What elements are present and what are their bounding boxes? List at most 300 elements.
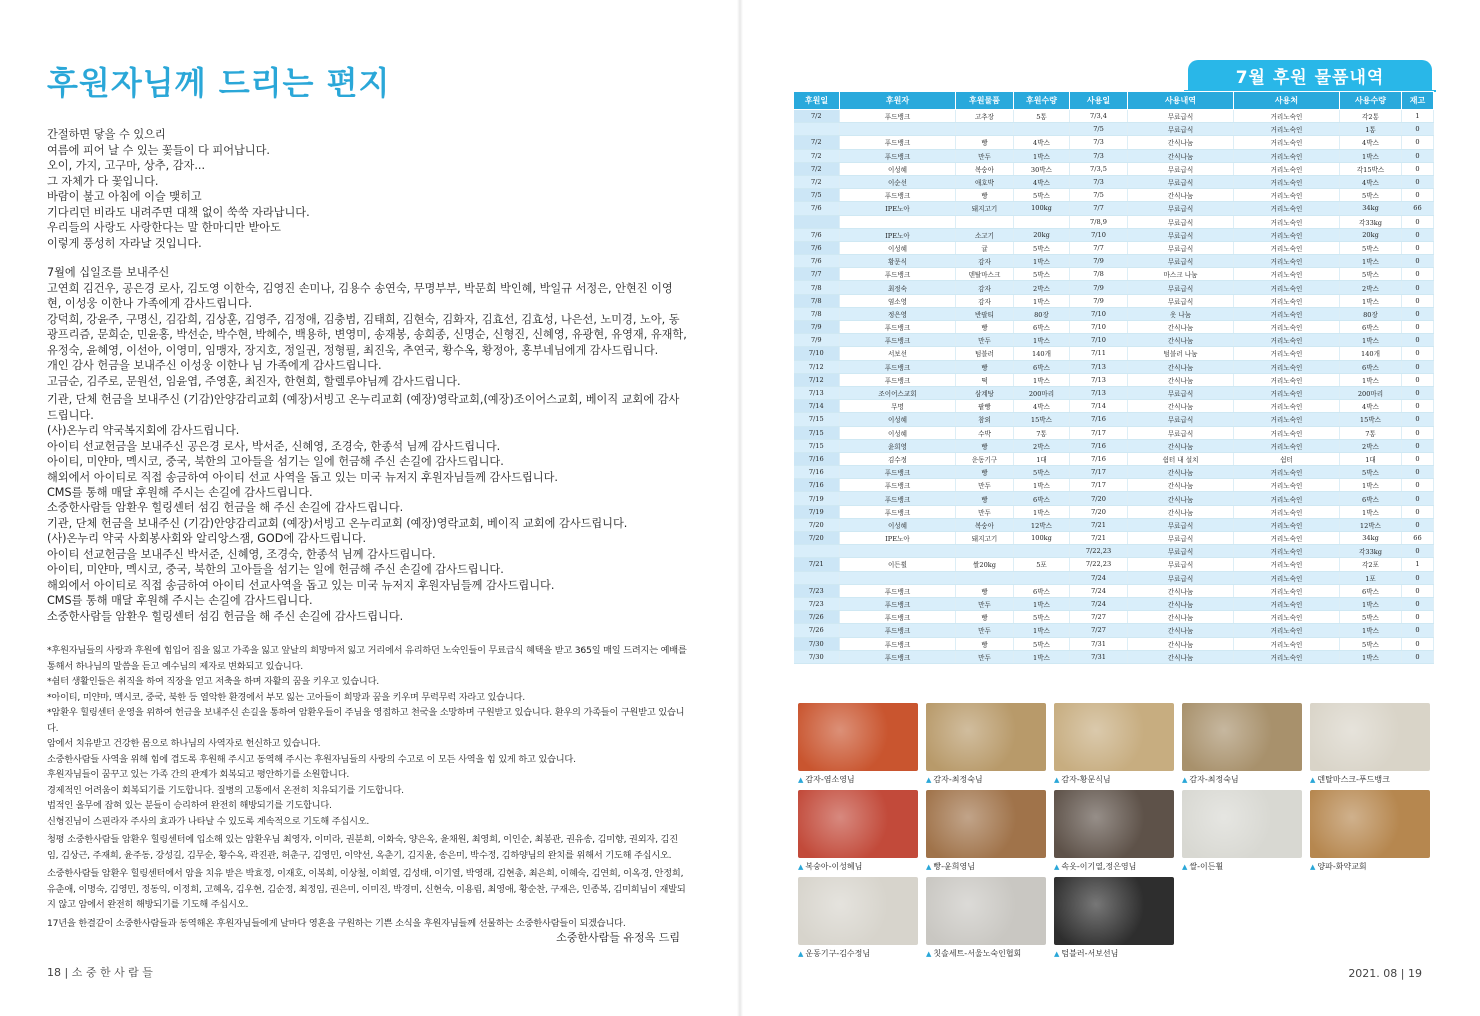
donation-photo	[1310, 790, 1430, 872]
table-cell: 각2통	[1340, 110, 1402, 123]
table-cell: 각2포	[1340, 558, 1402, 571]
table-cell: 20kg	[1014, 228, 1070, 241]
thanks-line: 해외에서 아이티로 직접 송금하여 아이티 선교사역을 돕고 있는 미국 뉴저지 후원자님들께 감사드립니다.	[47, 578, 555, 592]
table-cell: 7/2	[794, 162, 840, 175]
table-row	[794, 624, 1434, 637]
table-cell: 7/19	[794, 505, 840, 518]
table-cell	[794, 123, 840, 136]
note-line: 암에서 치유받고 건강한 몸으로 하나님의 사역자로 헌신하고 있습니다.	[47, 738, 321, 749]
table-cell: 30박스	[1014, 162, 1070, 175]
table-cell: 무료급식	[1128, 413, 1234, 426]
table-cell: 서보선	[840, 347, 956, 360]
table-cell: 7/26	[794, 624, 840, 637]
table-cell: 0	[1402, 241, 1434, 254]
table-cell: 빵	[956, 611, 1014, 624]
photo-image	[1054, 877, 1174, 945]
table-cell: 삼계탕	[956, 386, 1014, 399]
table-cell: 푸드뱅크	[840, 373, 956, 386]
table-cell: 0	[1402, 466, 1434, 479]
table-cell: 거리노숙인	[1234, 175, 1340, 188]
table-cell: 7/3,5	[1070, 162, 1128, 175]
table-cell: 만두	[956, 597, 1014, 610]
table-cell: 7/21	[1070, 532, 1128, 545]
table-cell: 2박스	[1340, 281, 1402, 294]
table-cell: 쉼터	[1234, 452, 1340, 465]
table-cell: 감자	[956, 281, 1014, 294]
table-cell: 염소영	[840, 294, 956, 307]
table-cell: 무료급식	[1128, 545, 1234, 558]
table-cell: 7/20	[794, 518, 840, 531]
table-cell: 66	[1402, 202, 1434, 215]
table-cell: 각33kg	[1340, 215, 1402, 228]
column-header: 사용처	[1234, 92, 1340, 110]
table-cell: 푸드뱅크	[840, 466, 956, 479]
table-cell: 푸드뱅크	[840, 584, 956, 597]
table-cell: 간식나눔	[1128, 505, 1234, 518]
thanks-line: CMS를 통해 매달 후원해 주시는 손길에 감사드립니다.	[47, 486, 313, 499]
table-cell: 7/13	[794, 386, 840, 399]
table-cell: 5박스	[1340, 637, 1402, 650]
photo-image	[798, 790, 918, 858]
poem-line: 이렇게 풍성히 자라날 것입니다.	[47, 236, 202, 250]
table-cell: 복숭아	[956, 162, 1014, 175]
table-cell: 0	[1402, 189, 1434, 202]
table-cell: 7/16	[1070, 413, 1128, 426]
photo-caption	[926, 948, 1046, 959]
table-cell: 7/31	[1070, 650, 1128, 663]
table-cell: 7/10	[1070, 228, 1128, 241]
table-cell: 7/26	[794, 611, 840, 624]
table-cell: 80장	[1014, 307, 1070, 320]
table-cell: 7/6	[794, 202, 840, 215]
table-cell: 간식나눔	[1128, 637, 1234, 650]
table-cell: 거리노숙인	[1234, 334, 1340, 347]
table-cell: 200마리	[1014, 386, 1070, 399]
table-cell: 간식나눔	[1128, 650, 1234, 663]
table-cell: 거리노숙인	[1234, 347, 1340, 360]
table-cell: 황문식	[840, 255, 956, 268]
table-cell: 텀블러 나눔	[1128, 347, 1234, 360]
caption-text: 덴탈마스크-푸드뱅크	[1317, 775, 1390, 784]
table-cell: 1박스	[1014, 149, 1070, 162]
table-cell: 7/3,4	[1070, 110, 1128, 123]
table-cell: 0	[1402, 584, 1434, 597]
table-cell: 거리노숙인	[1234, 386, 1340, 399]
table-cell: 무료급식	[1128, 175, 1234, 188]
table-cell: 4박스	[1014, 136, 1070, 149]
table-cell: 0	[1402, 149, 1434, 162]
caption-text: 빵-윤희영님	[933, 862, 975, 871]
table-cell: 애호박	[956, 175, 1014, 188]
table-cell: 1박스	[1014, 334, 1070, 347]
table-cell: 무료급식	[1128, 281, 1234, 294]
table-cell: 간식나눔	[1128, 597, 1234, 610]
table-cell: 무명	[840, 400, 956, 413]
table-cell: 옷 나눔	[1128, 307, 1234, 320]
photo-image	[1054, 790, 1174, 858]
table-row	[794, 110, 1434, 123]
poem-line: 간절하면 닿을 수 있으리	[47, 128, 166, 141]
table-cell: 200마리	[1340, 386, 1402, 399]
table-cell: 거리노숙인	[1234, 597, 1340, 610]
table-cell: 푸드뱅크	[840, 149, 956, 162]
triangle-icon: ▲	[1182, 863, 1188, 871]
table-row	[794, 597, 1434, 610]
table-cell: 0	[1402, 334, 1434, 347]
table-cell: 거리노숙인	[1234, 637, 1340, 650]
table-cell: 간식나눔	[1128, 584, 1234, 597]
thanks-section	[47, 265, 687, 389]
table-cell: 7/3	[1070, 175, 1128, 188]
caption-text: 속옷-이기열,정은영님	[1061, 862, 1137, 871]
photo-image	[1182, 703, 1302, 771]
note-line: 신형진님이 스핀라자 주사의 효과가 나타날 수 있도록 계속적으로 기도해 주십시오.	[47, 815, 370, 827]
table-row	[794, 466, 1434, 479]
table-cell: 1박스	[1014, 597, 1070, 610]
table-cell: 7/2	[794, 175, 840, 188]
table-cell: 5박스	[1014, 466, 1070, 479]
table-cell: 7/17	[1070, 466, 1128, 479]
table-cell: 7/2	[794, 149, 840, 162]
table-cell: 7/9	[1070, 294, 1128, 307]
table-cell: 7/5	[1070, 123, 1128, 136]
table-cell: 0	[1402, 294, 1434, 307]
table-cell: 빵	[956, 466, 1014, 479]
table-cell: 푸드뱅크	[840, 110, 956, 123]
table-cell: 거리노숙인	[1234, 584, 1340, 597]
table-cell: 무료급식	[1128, 255, 1234, 268]
page-title: 후원자님께 드리는 편지	[47, 64, 391, 102]
table-cell: 간식나눔	[1128, 373, 1234, 386]
table-cell: 0	[1402, 386, 1434, 399]
table-cell: 거리노숙인	[1234, 571, 1340, 584]
table-cell: 거리노숙인	[1234, 307, 1340, 320]
table-cell: 7/24	[1070, 571, 1128, 584]
caption-text: 양파-화약교회	[1317, 862, 1367, 871]
table-cell: 1대	[1340, 452, 1402, 465]
table-cell: 1박스	[1340, 255, 1402, 268]
table-cell: 5박스	[1340, 189, 1402, 202]
table-cell: 7/13	[1070, 386, 1128, 399]
table-cell: 0	[1402, 360, 1434, 373]
table-cell: 거리노숙인	[1234, 413, 1340, 426]
table-cell: 12박스	[1014, 518, 1070, 531]
table-cell: 거리노숙인	[1234, 518, 1340, 531]
thanks-line: 고금순, 김주로, 문원선, 임윤엽, 주영훈, 최진자, 한현희, 할렐루야님께 감사드립니다.	[47, 374, 461, 388]
table-cell: 거리노숙인	[1234, 360, 1340, 373]
table-cell: 김수정	[840, 452, 956, 465]
signature: 소중한사람들 유정옥 드림	[556, 931, 680, 944]
donation-photo	[798, 790, 918, 872]
note-line: *암환우 힐링센터 운영을 위하여 헌금을 보내주신 손길을 통하여 암환우들이 주님을 영접하고 천국을 소망하며 구원받고 있습니다. 환우의 가족들이 구원받고 있습니다.	[47, 707, 685, 734]
table-cell: 0	[1402, 413, 1434, 426]
table-cell: 만두	[956, 505, 1014, 518]
table-cell: 무료급식	[1128, 215, 1234, 228]
table-row	[794, 123, 1434, 136]
photo-caption	[1054, 774, 1174, 785]
table-cell: 2박스	[1014, 439, 1070, 452]
table-cell: 7/5	[794, 189, 840, 202]
table-cell	[840, 123, 956, 136]
table-cell: 무료급식	[1128, 558, 1234, 571]
table-cell: 4박스	[1340, 400, 1402, 413]
table-cell: 0	[1402, 281, 1434, 294]
table-cell: 7/10	[1070, 307, 1128, 320]
table-cell: 7/5	[1070, 189, 1128, 202]
donation-photo	[798, 703, 918, 785]
table-cell: 간식나눔	[1128, 624, 1234, 637]
photo-image	[1182, 790, 1302, 858]
table-cell: 1	[1402, 558, 1434, 571]
table-cell: 0	[1402, 136, 1434, 149]
table-row	[794, 545, 1434, 558]
triangle-icon: ▲	[1182, 776, 1188, 784]
table-cell: 푸드뱅크	[840, 189, 956, 202]
table-cell: IPE노아	[840, 532, 956, 545]
table-row	[794, 426, 1434, 439]
table-cell: 1박스	[1014, 505, 1070, 518]
thanks-line: 고연희 김건우, 공은경 로사, 김도영 이한숙, 김영진 손미나, 김용수 송연숙, 무명부부, 박문희 박인혜, 박일규 서정은, 안현진 이영현, 이성웅 이한나 가족에게 감사드립니다.	[47, 281, 673, 310]
table-cell: 무료급식	[1128, 123, 1234, 136]
triangle-icon: ▲	[926, 863, 932, 871]
table-cell: 7/10	[1070, 321, 1128, 334]
table-cell: 거리노숙인	[1234, 532, 1340, 545]
photo-caption	[798, 948, 918, 959]
table-cell: 빵	[956, 321, 1014, 334]
table-cell: 푸드뱅크	[840, 505, 956, 518]
table-cell: 6박스	[1340, 584, 1402, 597]
table-row	[794, 294, 1434, 307]
table-cell: 푸드뱅크	[840, 360, 956, 373]
table-cell: 마스크 나눔	[1128, 268, 1234, 281]
table-cell: 0	[1402, 505, 1434, 518]
table-cell: 7/6	[794, 241, 840, 254]
table-cell: 7/20	[794, 532, 840, 545]
table-cell: 7/15	[794, 439, 840, 452]
table-cell: 무료급식	[1128, 571, 1234, 584]
photo-caption	[1310, 861, 1430, 872]
table-cell: 1통	[1340, 123, 1402, 136]
table-cell: 빵	[956, 189, 1014, 202]
table-cell: 7/11	[1070, 347, 1128, 360]
column-header: 후원일	[794, 92, 840, 110]
photo-image	[926, 703, 1046, 771]
table-cell: 4박스	[1014, 175, 1070, 188]
note-line: *쉼터 생활인들은 취직을 하여 직장을 얻고 저축을 하며 자활의 꿈을 키우고 있습니다.	[47, 676, 379, 687]
table-row	[794, 571, 1434, 584]
thanks-line: (사)온누리 약국 사회봉사회와 알리앙스잼, GOD에 감사드립니다.	[47, 532, 367, 545]
table-cell: 7/23	[794, 597, 840, 610]
caption-text: 텀블러-서보선님	[1061, 949, 1119, 958]
table-cell: 0	[1402, 400, 1434, 413]
donation-photo	[1182, 790, 1302, 872]
table-row	[794, 492, 1434, 505]
table-cell	[794, 215, 840, 228]
donation-photo	[926, 877, 1046, 959]
table-cell: 거리노숙인	[1234, 189, 1340, 202]
thanks-line: 아이티, 미얀마, 멕시코, 중국, 북한의 고아들을 섬기는 일에 헌금해 주신 손길에 감사드립니다.	[47, 563, 504, 576]
table-cell: 1박스	[1014, 624, 1070, 637]
table-cell: 5포	[1014, 558, 1070, 571]
table-cell: 7/30	[794, 650, 840, 663]
table-cell: 거리노숙인	[1234, 624, 1340, 637]
table-cell: 0	[1402, 123, 1434, 136]
donation-photo	[926, 790, 1046, 872]
table-cell: 6박스	[1014, 360, 1070, 373]
table-row	[794, 400, 1434, 413]
table-cell: 7/12	[794, 360, 840, 373]
table-cell: 4박스	[1340, 175, 1402, 188]
column-header: 사용내역	[1128, 92, 1234, 110]
table-cell: 떡	[956, 373, 1014, 386]
table-cell: 1박스	[1014, 479, 1070, 492]
table-cell: 거리노숙인	[1234, 294, 1340, 307]
caption-text: 감자-최정숙님	[1189, 775, 1239, 784]
table-cell: 7/14	[1070, 400, 1128, 413]
table-cell: IPE노아	[840, 228, 956, 241]
table-cell: 0	[1402, 479, 1434, 492]
table-cell: 7/14	[794, 400, 840, 413]
table-cell: 7/27	[1070, 624, 1128, 637]
photo-image	[798, 703, 918, 771]
table-cell: 무료급식	[1128, 294, 1234, 307]
table-cell: 푸드뱅크	[840, 637, 956, 650]
table-cell: 0	[1402, 228, 1434, 241]
column-header: 후원수량	[1014, 92, 1070, 110]
poem-line: 그 자체가 다 꽃입니다.	[47, 174, 159, 188]
table-cell: 0	[1402, 175, 1434, 188]
table-cell	[840, 215, 956, 228]
table-row	[794, 373, 1434, 386]
table-cell: 5박스	[1340, 241, 1402, 254]
triangle-icon: ▲	[798, 776, 804, 784]
table-row	[794, 334, 1434, 347]
table-cell: 0	[1402, 162, 1434, 175]
table-cell: 0	[1402, 439, 1434, 452]
right-page	[740, 0, 1480, 1016]
caption-text: 운동기구-김수정님	[805, 949, 871, 958]
table-cell: 7/21	[794, 558, 840, 571]
donation-photo	[1182, 703, 1302, 785]
table-cell: 거리노숙인	[1234, 611, 1340, 624]
table-cell: 1박스	[1340, 149, 1402, 162]
poem-line: 우리들의 사랑도 사랑한다는 말 한마디만 받아도	[47, 221, 281, 234]
table-cell: 거리노숙인	[1234, 281, 1340, 294]
table-cell: 간식나눔	[1128, 439, 1234, 452]
healing-thanks	[47, 500, 687, 624]
triangle-icon: ▲	[1054, 863, 1060, 871]
table-cell: 15박스	[1340, 413, 1402, 426]
photo-caption	[1054, 861, 1174, 872]
donation-list-banner: 7월 후원 물품내역	[1188, 60, 1432, 90]
table-cell: 7/17	[1070, 479, 1128, 492]
poem-line: 여름에 피어 날 수 있는 꽃들이 다 피어납니다.	[47, 143, 270, 157]
table-cell: 무료급식	[1128, 162, 1234, 175]
table-row	[794, 386, 1434, 399]
photo-image	[926, 790, 1046, 858]
note-line: 소중한사람들 암환우 힐링센터에서 암을 치유 받은 박효정, 이재호, 이복희, 이상철, 이희열, 김성태, 이기열, 박영래, 김현총, 최은희, 이혜숙, 김연희, 이옥경, 안정희, 유춘애, 이명숙, 김영민, 정동익, 이정희, 고혜옥, 김우현, 김순정, 최정임, 권은미, 이미진, 박경미, 신현숙, 이용림, 최영애, 황순찬, 구재은, 인종복, 김미희님이 재발되지 않고 암에서 완전히 해방되기를 기도해 주십시오.	[47, 868, 686, 910]
table-cell: 0	[1402, 307, 1434, 320]
table-cell: 66	[1402, 532, 1434, 545]
table-cell: 간식나눔	[1128, 189, 1234, 202]
table-cell: 7/7	[1070, 241, 1128, 254]
table-row	[794, 175, 1434, 188]
poem-line: 오이, 가지, 고구마, 상추, 감자...	[47, 159, 205, 172]
table-row	[794, 650, 1434, 663]
table-row	[794, 360, 1434, 373]
table-row	[794, 268, 1434, 281]
institution-thanks	[47, 392, 687, 501]
triangle-icon: ▲	[1054, 776, 1060, 784]
table-cell: 7/20	[1070, 492, 1128, 505]
table-cell: 6박스	[1340, 321, 1402, 334]
table-cell: 7/9	[1070, 255, 1128, 268]
table-cell: 간식나눔	[1128, 479, 1234, 492]
table-cell: 7/27	[1070, 611, 1128, 624]
table-cell: 0	[1402, 624, 1434, 637]
table-row	[794, 162, 1434, 175]
table-cell: 7/16	[1070, 452, 1128, 465]
table-cell: 6박스	[1014, 321, 1070, 334]
table-cell: 5박스	[1014, 189, 1070, 202]
table-cell: 푸드뱅크	[840, 597, 956, 610]
caption-text: 복숭아-이성혜님	[805, 862, 863, 871]
table-cell: 거리노숙인	[1234, 558, 1340, 571]
table-cell: 4박스	[1014, 400, 1070, 413]
table-cell: 쌀20kg	[956, 558, 1014, 571]
table-cell: 7/13	[1070, 360, 1128, 373]
table-cell: 0	[1402, 268, 1434, 281]
table-cell: 반팔티	[956, 307, 1014, 320]
table-row	[794, 439, 1434, 452]
table-cell: 간식나눔	[1128, 321, 1234, 334]
table-cell: 간식나눔	[1128, 466, 1234, 479]
thanks-line: CMS를 통해 매달 후원해 주시는 손길에 감사드립니다.	[47, 594, 313, 607]
thanks-line: 기관, 단체 헌금을 보내주신 (기감)안양감리교회 (예장)서빙고 온누리교회 (예장)영락교회,(예장)조이어스교회, 베이직 교회에 감사드립니다.	[47, 393, 680, 422]
photo-image	[1310, 703, 1430, 771]
table-cell: 5박스	[1014, 268, 1070, 281]
table-cell: 빵	[956, 637, 1014, 650]
table-cell: 80장	[1340, 307, 1402, 320]
table-cell: 푸드뱅크	[840, 624, 956, 637]
table-cell	[840, 571, 956, 584]
table-cell: 7/6	[794, 255, 840, 268]
table-row	[794, 413, 1434, 426]
table-cell	[840, 545, 956, 558]
caption-text: 감자-최정숙님	[933, 775, 983, 784]
table-cell: 7/2	[794, 110, 840, 123]
table-cell: 1대	[1014, 452, 1070, 465]
table-cell: 0	[1402, 347, 1434, 360]
table-cell: 7/10	[1070, 334, 1128, 347]
table-cell: 이성혜	[840, 162, 956, 175]
table-cell: 0	[1402, 571, 1434, 584]
table-cell: 1박스	[1340, 505, 1402, 518]
table-cell: 조이어스교회	[840, 386, 956, 399]
table-cell: 돼지고기	[956, 532, 1014, 545]
donation-photo	[1054, 877, 1174, 959]
table-cell: 5박스	[1014, 611, 1070, 624]
table-cell: 무료급식	[1128, 202, 1234, 215]
table-cell: 거리노숙인	[1234, 255, 1340, 268]
photo-caption	[926, 774, 1046, 785]
table-cell: 7통	[1014, 426, 1070, 439]
table-cell: 만두	[956, 334, 1014, 347]
table-cell: 감자	[956, 294, 1014, 307]
table-cell: 7/8	[794, 307, 840, 320]
donation-photo	[1054, 790, 1174, 872]
table-cell: 7/9	[1070, 281, 1128, 294]
